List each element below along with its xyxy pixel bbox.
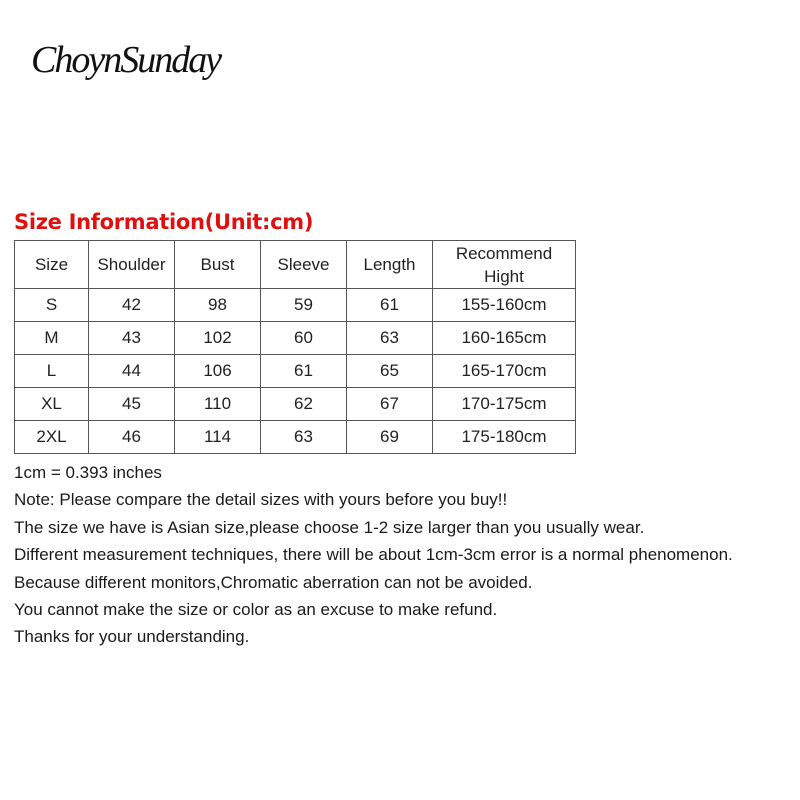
table-row [15,388,576,421]
header-length: Length [347,241,433,289]
header-bust: Bust [175,241,261,289]
cell-length: 63 [347,322,433,355]
header-recommend-line2: Hight [484,266,524,286]
cell-length: 61 [347,289,433,322]
cell-sleeve: 63 [261,421,347,454]
cell-shoulder: 43 [89,322,175,355]
header-recommend-line1: Recommend [455,243,553,263]
cell-shoulder: 45 [89,388,175,421]
cell-shoulder: 44 [89,355,175,388]
table-row [15,322,576,355]
note-no-refund: You cannot make the size or color as an excuse to make refund. [14,600,498,620]
cell-bust: 114 [175,421,261,454]
cell-sleeve: 61 [261,355,347,388]
size-table [14,240,576,454]
table-row [15,421,576,454]
cell-recommend-hight: 160-165cm [433,322,576,355]
cell-sleeve: 59 [261,289,347,322]
cell-recommend-hight: 170-175cm [433,388,576,421]
header-shoulder: Shoulder [89,241,175,289]
cell-length: 67 [347,388,433,421]
cell-size: 2XL [15,421,89,454]
header-size: Size [15,241,89,289]
table-row [15,355,576,388]
cell-size: M [15,322,89,355]
cell-recommend-hight: 165-170cm [433,355,576,388]
size-info-title: Size Information(Unit:cm) [14,210,314,234]
cell-size: XL [15,388,89,421]
cell-sleeve: 60 [261,322,347,355]
note-unit-conversion: 1cm = 0.393 inches [14,463,162,482]
cell-size: S [15,289,89,322]
cell-size: L [15,355,89,388]
cell-recommend-hight: 175-180cm [433,421,576,454]
cell-shoulder: 46 [89,421,175,454]
note-asian-size: The size we have is Asian size,please choose 1-2 size larger than you usually wear. [14,517,645,537]
note-chromatic-aberration: Because different monitors,Chromatic aberration can not be avoided. [14,572,533,592]
cell-bust: 102 [175,322,261,355]
cell-sleeve: 62 [261,388,347,421]
notes-block [14,459,794,651]
table-row [15,289,576,322]
note-compare-sizes: Note: Please compare the detail sizes with yours before you buy!! [14,490,508,510]
cell-bust: 110 [175,388,261,421]
brand-logo: ChoynSunday [31,39,221,81]
cell-length: 69 [347,421,433,454]
cell-shoulder: 42 [89,289,175,322]
header-recommend-hight [433,241,576,289]
note-thanks: Thanks for your understanding. [14,627,250,647]
table-header-row [15,241,576,289]
cell-recommend-hight: 155-160cm [433,289,576,322]
header-sleeve: Sleeve [261,241,347,289]
cell-bust: 98 [175,289,261,322]
cell-bust: 106 [175,355,261,388]
cell-length: 65 [347,355,433,388]
note-measurement-error: Different measurement techniques, there will be about 1cm-3cm error is a normal phenomenon. [14,545,733,565]
